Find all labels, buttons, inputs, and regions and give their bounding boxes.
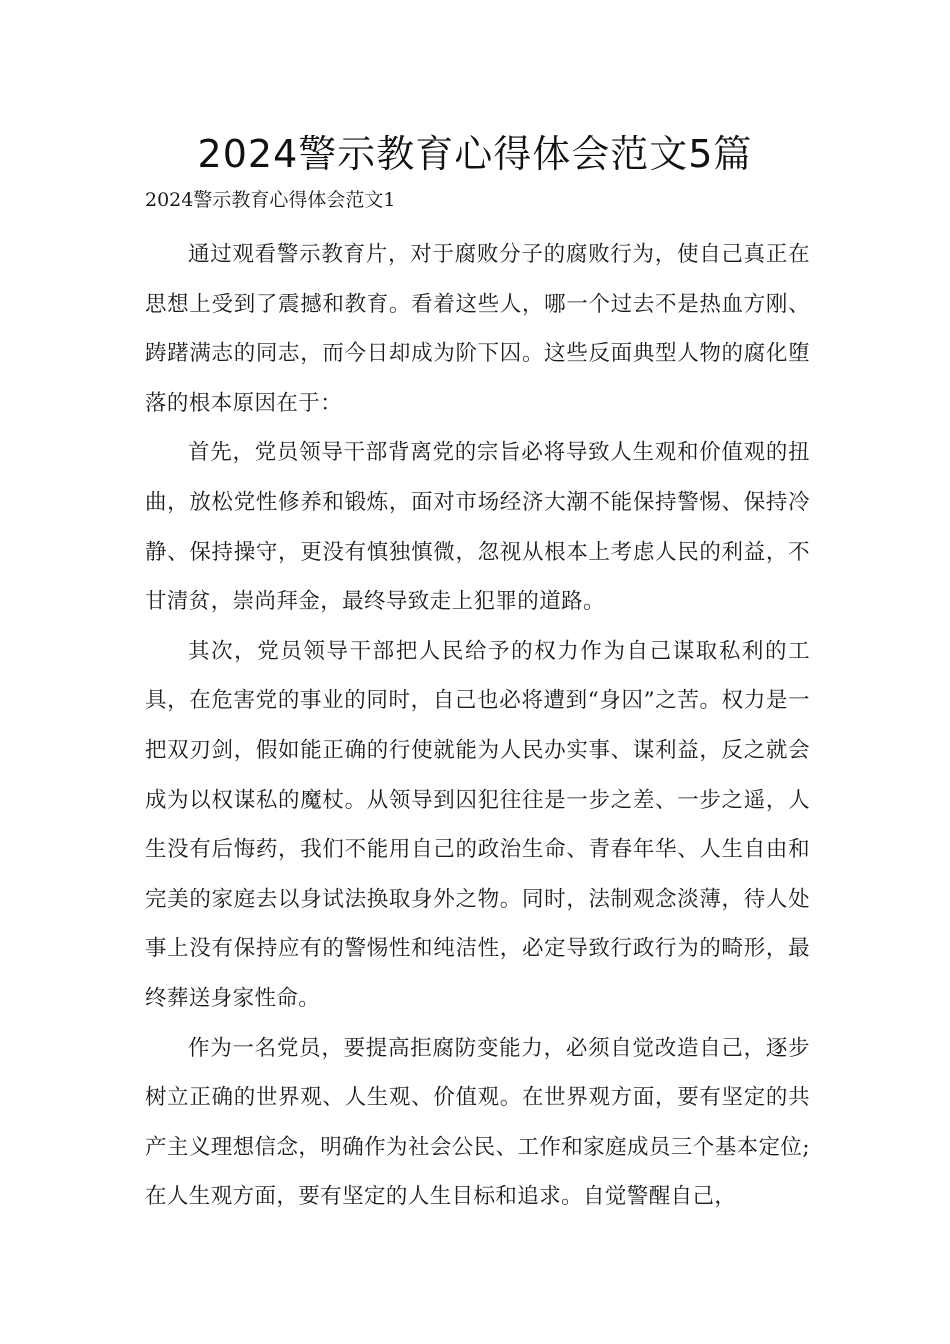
document-body: [145, 230, 810, 1222]
paragraph-4: 作为一名党员，要提高拒腐防变能力，必须自觉改造自己，逐步树立正确的世界观、人生观、价值观。在世界观方面，要有坚定的共产主义理想信念，明确作为社会公民、工作和家庭成员三个基本定位;在人生观方面，要有坚定的人生目标和追求。自觉警醒自己，: [145, 1035, 810, 1210]
document-title: 2024警示教育心得体会范文5篇: [197, 132, 753, 176]
section-heading: 2024警示教育心得体会范文1: [145, 189, 396, 211]
paragraph-2: 首先，党员领导干部背离党的宗旨必将导致人生观和价值观的扭曲，放松党性修养和锻炼，面对市场经济大潮不能保持警惕、保持冷静、保持操守，更没有慎独慎微，忽视从根本上考虑人民的利益，不甘清贫，崇尚拜金，最终导致走上犯罪的道路。: [145, 440, 810, 615]
paragraph-1: 通过观看警示教育片，对于腐败分子的腐败行为，使自己真正在思想上受到了震撼和教育。看着这些人，哪一个过去不是热血方刚、踌躇满志的同志，而今日却成为阶下囚。这些反面典型人物的腐化堕落的根本原因在于：: [145, 242, 810, 416]
paragraph-3: 其次，党员领导干部把人民给予的权力作为自己谋取私利的工具，在危害党的事业的同时，自己也必将遭到“身囚”之苦。权力是一把双刃剑，假如能正确的行使就能为人民办实事、谋利益，反之就会成为以权谋私的魔杖。从领导到囚犯往往是一步之差、一步之遥，人生没有后悔药，我们不能用自己的政治生命、青春年华、人生自由和完美的家庭去以身试法换取身外之物。同时，法制观念淡薄，待人处事上没有保持应有的警惕性和纯洁性，必定导致行政行为的畸形，最终葬送身家性命。: [145, 638, 810, 1011]
